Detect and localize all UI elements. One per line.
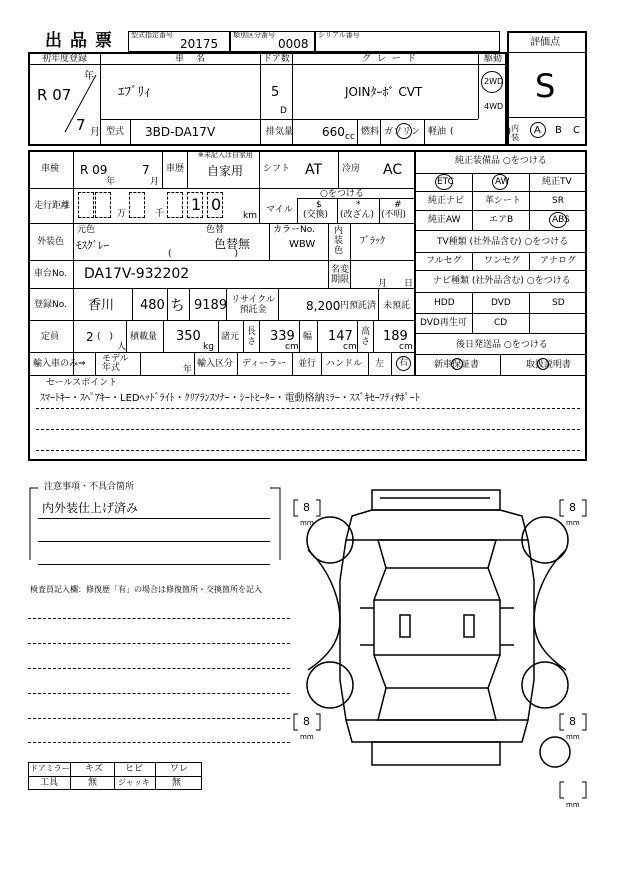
color-code: WBW: [289, 239, 316, 250]
shaken-month-unit: 月: [150, 177, 160, 187]
dim-label: 諸元: [221, 332, 240, 342]
recycle-suffix: 円預託済: [340, 301, 377, 311]
oem-etc: ETC: [437, 177, 454, 187]
tv-full: フルセグ: [426, 256, 462, 266]
tv-one: ワンセグ: [484, 256, 521, 266]
page-title: 出品票: [45, 31, 120, 51]
legend-tools-value: 無: [88, 778, 98, 788]
color-changed-label: 色替: [206, 225, 225, 235]
type-spec-value: 20175: [180, 37, 219, 51]
navi-sd: SD: [552, 298, 565, 308]
mark-exchange: (交換): [303, 210, 329, 220]
tire-unit-fr: mm: [566, 519, 580, 527]
navi-hdd: HDD: [434, 298, 455, 308]
shaken-value: R 09: [80, 163, 108, 177]
import-label: 輸入車のみ⇒: [33, 359, 86, 369]
legend-break: ワレ: [170, 764, 189, 774]
mark-dollar: $: [316, 200, 322, 210]
notes-label: 注意事項・不具合箇所: [44, 482, 135, 492]
notes-text: 内外装仕上げ済み: [42, 501, 139, 515]
fuel-gasoline: ガソリン: [384, 127, 421, 137]
reg-number: 9189: [194, 298, 228, 313]
oem-leather: 革シート: [485, 196, 522, 206]
fuel-diesel: 軽油: [428, 127, 447, 137]
color-changed: 色替無: [214, 237, 251, 251]
handle-left: 左: [375, 359, 385, 369]
later-warranty-circle: [451, 358, 463, 370]
mileage-sen: 千: [155, 209, 165, 219]
length-value: 339: [270, 329, 295, 344]
tire-depth-fl: 8: [303, 501, 310, 514]
history-label: 車歴: [166, 164, 185, 174]
oem-tv: 純正TV: [542, 177, 572, 187]
legend-door-mirror: ドアミラー: [30, 764, 70, 773]
door-suffix: D: [280, 106, 287, 116]
oem-header: 純正装備品 ○をつける: [455, 156, 547, 166]
ac-label: 冷房: [342, 164, 361, 174]
first-reg-year: R 07: [37, 86, 72, 104]
mileage-digit-box-4: [167, 192, 183, 218]
history-value: 自家用: [207, 164, 244, 178]
mark-circle-label: ○をつける: [320, 189, 364, 199]
fuel-gasoline-circle: [396, 123, 412, 139]
first-reg-month: 7: [76, 116, 86, 134]
interior-grade-a: A: [534, 125, 541, 136]
notes-bracket: [26, 480, 288, 570]
displacement-value: 660: [322, 125, 345, 139]
oem-abs: ABS: [552, 215, 570, 225]
car-name-label: 車名: [175, 54, 218, 64]
category-value: 0008: [278, 37, 309, 51]
mile-label: マイル: [266, 205, 293, 215]
mark-unknown: (不明): [381, 210, 407, 220]
eval-label: 評価点: [530, 37, 560, 48]
orig-color: ﾓｽｸﾞﾚｰ: [76, 239, 109, 252]
tire-depth-rr: 8: [569, 715, 576, 728]
navi-dvd: DVD: [491, 298, 511, 308]
reg-kana: ち: [170, 296, 186, 314]
fuel-other: ( ): [450, 127, 512, 137]
displacement-unit: cc: [345, 132, 355, 142]
mileage-digit-box-3: [129, 192, 145, 218]
name-change-day: 日: [404, 279, 414, 289]
fuel-label: 燃料: [361, 127, 380, 137]
width-unit: cm: [343, 342, 357, 352]
first-reg-month-unit: 月: [90, 127, 100, 138]
eval-score: S: [535, 67, 556, 105]
tv-analog: アナログ: [540, 256, 577, 266]
navi-cd: CD: [494, 318, 508, 328]
category-label: 類別区分番号: [233, 31, 275, 39]
height-value: 189: [383, 329, 408, 344]
mileage-label: 走行距離: [34, 201, 71, 211]
name-change-month: 月: [378, 279, 388, 289]
height-label: 高さ: [361, 327, 371, 347]
drive-label: 駆動: [484, 54, 503, 64]
width-value: 147: [328, 329, 353, 344]
legend-jack-value: 無: [172, 778, 182, 788]
oem-airbag: エアB: [489, 215, 514, 225]
navi-dvd-play: DVD再生可: [420, 318, 467, 328]
later-manual-circle: [537, 358, 549, 370]
model-label: 型式: [106, 127, 125, 137]
grade-label: グレード: [362, 54, 423, 64]
interior-grade-c: C: [573, 125, 580, 136]
import-type-label: 輸入区分: [197, 359, 234, 369]
handle-right: 右: [399, 358, 409, 368]
reg-label: 登録No.: [34, 300, 67, 310]
doors-label: ドア数: [263, 54, 290, 64]
later-manual: 取扱説明書: [526, 360, 572, 370]
parallel-label: 並行: [298, 359, 317, 369]
capacity-value: 2: [86, 330, 94, 344]
name-change-label: 名変期限: [331, 265, 350, 285]
oem-etc-circle: [435, 174, 453, 190]
oem-abs-circle: [549, 212, 567, 228]
drive-2wd: 2WD: [484, 77, 504, 86]
orig-color-label: 元色: [77, 225, 96, 235]
color-code-label: カラーNo.: [273, 225, 315, 235]
history-note: ※未記入は自家用: [198, 151, 253, 159]
tire-unit-rr: mm: [566, 733, 580, 741]
mileage-man: 万: [117, 209, 127, 219]
inspector-label: 検査員記入欄：修復歴「有」の場合は修復箇所・交換箇所を記入: [30, 585, 262, 594]
color-paren: ( ): [168, 249, 239, 259]
type-spec-label: 型式指定番号: [131, 31, 173, 39]
recycle-unpaid: 未預託: [383, 301, 411, 311]
color-label: 外装色: [37, 237, 65, 247]
shaken-year-unit: 年: [106, 177, 116, 187]
legend-jack: ジャッキ: [118, 778, 150, 787]
tire-depth-rl: 8: [303, 715, 310, 728]
mileage-unit: km: [243, 211, 257, 221]
car-diagram: [300, 480, 585, 780]
interior-label: 内装: [511, 124, 519, 142]
length-unit: cm: [285, 342, 299, 352]
navi-header: ナビ種類 (社外品含む) ○をつける: [433, 276, 571, 286]
dealer-label: ディーラー: [242, 359, 287, 369]
oem-aw: AW: [495, 177, 510, 187]
oem-sr: SR: [552, 196, 564, 206]
shaken-label: 車検: [41, 164, 60, 174]
shift-label: シフト: [263, 164, 291, 174]
tv-header: TV種類 (社外品含む) ○をつける: [437, 237, 569, 247]
model-value: 3BD-DA17V: [145, 125, 216, 139]
displacement-label: 排気量: [266, 127, 294, 137]
later-header: 後日発送品 ○をつける: [456, 340, 548, 350]
shaken-month: 7: [142, 163, 150, 177]
interior-grade-b: B: [555, 125, 562, 136]
handle-label: ハンドル: [326, 359, 363, 369]
length-label: 長さ: [247, 327, 257, 347]
doors-value: 5: [271, 85, 280, 100]
legend-scratch: キズ: [85, 764, 103, 774]
height-unit: cm: [399, 342, 413, 352]
legend-crack: ヒビ: [125, 764, 144, 774]
capacity-label: 定員: [41, 332, 60, 342]
shift-value: AT: [305, 162, 323, 178]
capacity-unit: 人: [117, 342, 127, 352]
ac-value: AC: [383, 162, 403, 178]
import-year-unit: 年: [183, 365, 193, 375]
interior-color: ﾌﾞﾗｯｸ: [360, 236, 385, 247]
mileage-digit-2: 0: [211, 195, 222, 214]
capacity-paren: ( ): [97, 332, 114, 342]
sales-label: セールスポイント: [46, 378, 118, 388]
car-name: ｴﾌﾞﾘｨ: [118, 85, 151, 100]
reg-region: 香川: [88, 298, 115, 313]
mark-star: *: [356, 200, 361, 210]
tire-unit-fl: mm: [300, 519, 314, 527]
first-reg-year-unit: 年: [84, 71, 94, 82]
oem-aw-circle: [492, 174, 508, 190]
drive-4wd: 4WD: [484, 102, 504, 111]
recycle-value: 8,200: [306, 299, 341, 313]
mileage-digit-box-1: [78, 192, 94, 218]
legend-tools: 工具: [40, 778, 59, 788]
load-label: 積載量: [130, 332, 158, 342]
later-warranty: 新車保証書: [434, 360, 480, 370]
grade-value: JOINﾀｰﾎﾞ CVT: [345, 85, 423, 99]
oem-alloy: 純正AW: [428, 215, 461, 225]
serial-label: シリアル番号: [318, 31, 360, 39]
recycle-label: リサイクル預託金: [231, 295, 275, 315]
first-reg-label: 初年度登録: [42, 54, 88, 64]
sales-text: ｽﾏｰﾄｷｰ・ｽﾍﾟｱｷｰ・LEDﾍｯﾄﾞﾗｲﾄ・ｸﾘｱﾗﾝｽｿﾅｰ・ｼｰﾄﾋｰﾀｰ・電動格納ﾐﾗｰ・ｽｽﾞｷｾｰﾌﾃｨｻﾎﾟｰﾄ: [40, 393, 420, 404]
mileage-digit-1: 1: [191, 195, 202, 214]
tire-unit-rl: mm: [300, 733, 314, 741]
reg-class: 480: [140, 298, 165, 313]
mark-hash: #: [394, 200, 402, 210]
tire-unit-spare: mm: [566, 801, 580, 809]
chassis-label: 車台No.: [34, 269, 67, 279]
tire-depth-fr: 8: [569, 501, 576, 514]
interior-color-label: 内装色: [334, 226, 344, 256]
mileage-digit-box-2: [95, 192, 111, 218]
chassis-value: DA17V-932202: [84, 266, 190, 282]
tire-bracket-spare: [558, 780, 588, 802]
load-unit: kg: [203, 342, 214, 352]
mark-altered: (改ざん): [340, 210, 375, 220]
width-label: 幅: [303, 332, 313, 342]
load-value: 350: [176, 329, 201, 344]
oem-navi: 純正ナビ: [428, 196, 465, 206]
model-year-label: モデル年式: [102, 354, 129, 373]
